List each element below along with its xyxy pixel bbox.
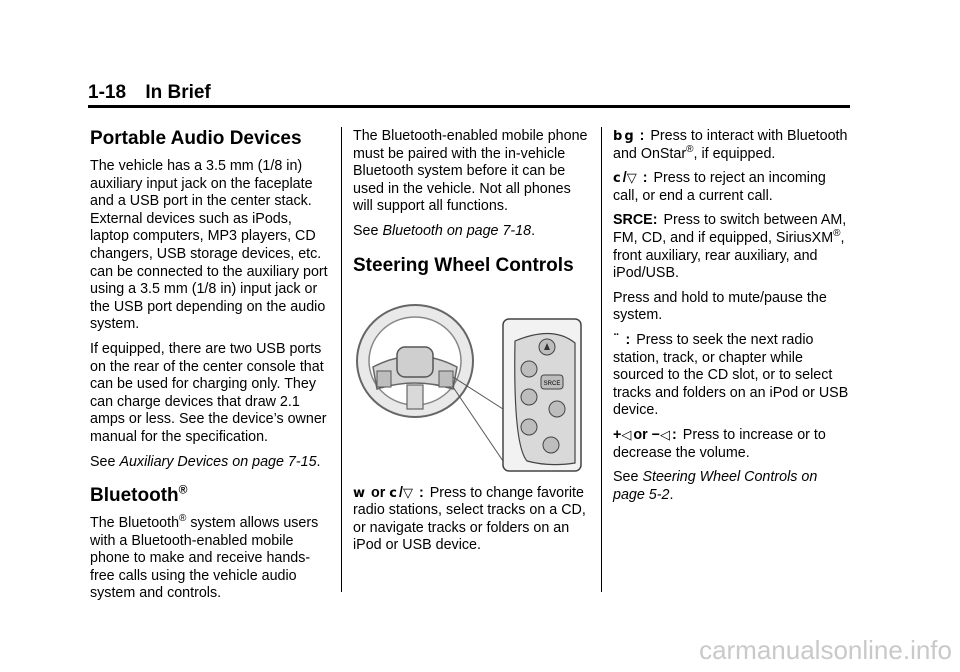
paragraph: The Bluetooth-enabled mobile phone must be paired with the in-vehicle Bluetooth system before it can be used in the vehicle. Not all phones will support all functions.	[353, 128, 588, 215]
heading-steering-wheel-controls: Steering Wheel Controls	[353, 254, 574, 276]
paragraph	[613, 128, 853, 163]
volume-icon: ◁	[660, 427, 671, 443]
favorite-down-icon: c	[389, 485, 398, 501]
colon: :	[625, 331, 631, 348]
see-text: See	[613, 469, 639, 486]
registered-mark: ®	[686, 143, 694, 155]
paragraph	[90, 454, 330, 472]
header-rule	[88, 105, 850, 108]
text: Press to change favorite radio stations, select tracks on a CD, or navigate tracks or folders on an iPod or USB device.	[353, 484, 586, 554]
srce-button-label: SRCE	[543, 380, 561, 387]
cross-reference-link[interactable]: Bluetooth on page 7-18	[382, 222, 532, 239]
plus: +	[613, 426, 622, 443]
paragraph	[613, 170, 853, 205]
triangle-down-icon: ▽	[626, 171, 637, 187]
text: Press to interact with Bluetooth and OnStar	[613, 128, 848, 162]
section-title: In Brief	[145, 82, 211, 103]
column-divider	[601, 127, 602, 592]
voice-icon: g	[624, 129, 634, 144]
paragraph	[613, 427, 853, 462]
paragraph: Press and hold to mute/pause the system.	[613, 289, 827, 324]
punct: .	[316, 453, 321, 470]
steering-wheel-illustration	[353, 285, 583, 475]
punct: .	[669, 486, 674, 503]
phone-icon: b	[613, 129, 623, 144]
colon: :	[672, 426, 677, 443]
or-text: or	[371, 484, 386, 501]
paragraph	[613, 212, 853, 282]
colon: :	[639, 128, 645, 144]
watermark: carmanualsonline.info	[699, 635, 952, 665]
triangle-down-icon: ▽	[403, 485, 413, 501]
heading-bluetooth	[90, 482, 330, 507]
slash: /	[399, 484, 403, 501]
favorite-up-icon: w	[353, 485, 366, 501]
column-3	[613, 128, 853, 511]
text: The Bluetooth	[90, 515, 180, 532]
paragraph: The vehicle has a 3.5 mm (1/8 in) auxiliary input jack on the faceplate and a USB port in the center stack. External devices such as iPods, laptop computers, MP3 players, CD changers, USB storage devices, etc. can be connected to the auxiliary port using a 3.5 mm (1/8 in) input jack or the USB port depending on the audio system.	[90, 158, 328, 333]
volume-icon: ◁	[621, 427, 632, 443]
hangup-icon: c	[613, 171, 621, 187]
text: system allows users with a Bluetooth-enabled mobile phone to make and receive hands-free calls using the vehicle audio system and controls.	[90, 515, 319, 602]
see-text: See	[353, 222, 379, 239]
text: Press to reject an incoming call, or end a current call.	[613, 170, 826, 204]
page-number: 1-18	[88, 82, 127, 103]
page-header	[88, 82, 211, 104]
text: Press to switch between AM, FM, CD, and if equipped, SiriusXM	[613, 212, 847, 246]
registered-mark: ®	[833, 228, 841, 240]
paragraph	[353, 485, 593, 555]
paragraph	[353, 223, 593, 241]
colon: :	[642, 170, 648, 187]
text: Press to increase or to decrease the volume.	[613, 426, 826, 461]
heading-portable-audio: Portable Audio Devices	[90, 128, 302, 149]
text: , front auxiliary, rear auxiliary, and iPod/USB.	[613, 229, 845, 282]
minus: −	[651, 426, 661, 443]
column-divider	[341, 127, 342, 592]
paragraph	[613, 332, 853, 420]
text: Press to seek the next radio station, track, or chapter while sourced to the CD slot, or to select tracks and folders on an iPod or USB device.	[613, 331, 849, 419]
slash: /	[622, 170, 627, 187]
cross-reference-link[interactable]: Auxiliary Devices on page 7-15	[119, 453, 317, 470]
colon: :	[418, 484, 424, 501]
seek-icon: ¨	[613, 332, 620, 348]
or-text: or	[633, 426, 648, 443]
paragraph	[90, 515, 330, 603]
paragraph	[613, 469, 853, 504]
see-text: See	[90, 453, 116, 470]
heading-text: Bluetooth	[90, 485, 179, 507]
registered-mark: ®	[179, 513, 187, 525]
text: , if equipped.	[693, 145, 776, 162]
paragraph: If equipped, there are two USB ports on the rear of the center console that can be used for charging only. They can charge devices that draw 2.1 amps or less. See the device’s owner manual for the specification.	[90, 340, 327, 445]
punct: .	[531, 222, 536, 239]
column-1	[90, 128, 330, 610]
column-2	[353, 128, 593, 562]
cross-reference-link[interactable]: Steering Wheel Controls on page 5-2	[613, 469, 818, 503]
srce-label: SRCE:	[613, 212, 658, 229]
registered-mark: ®	[178, 482, 188, 497]
